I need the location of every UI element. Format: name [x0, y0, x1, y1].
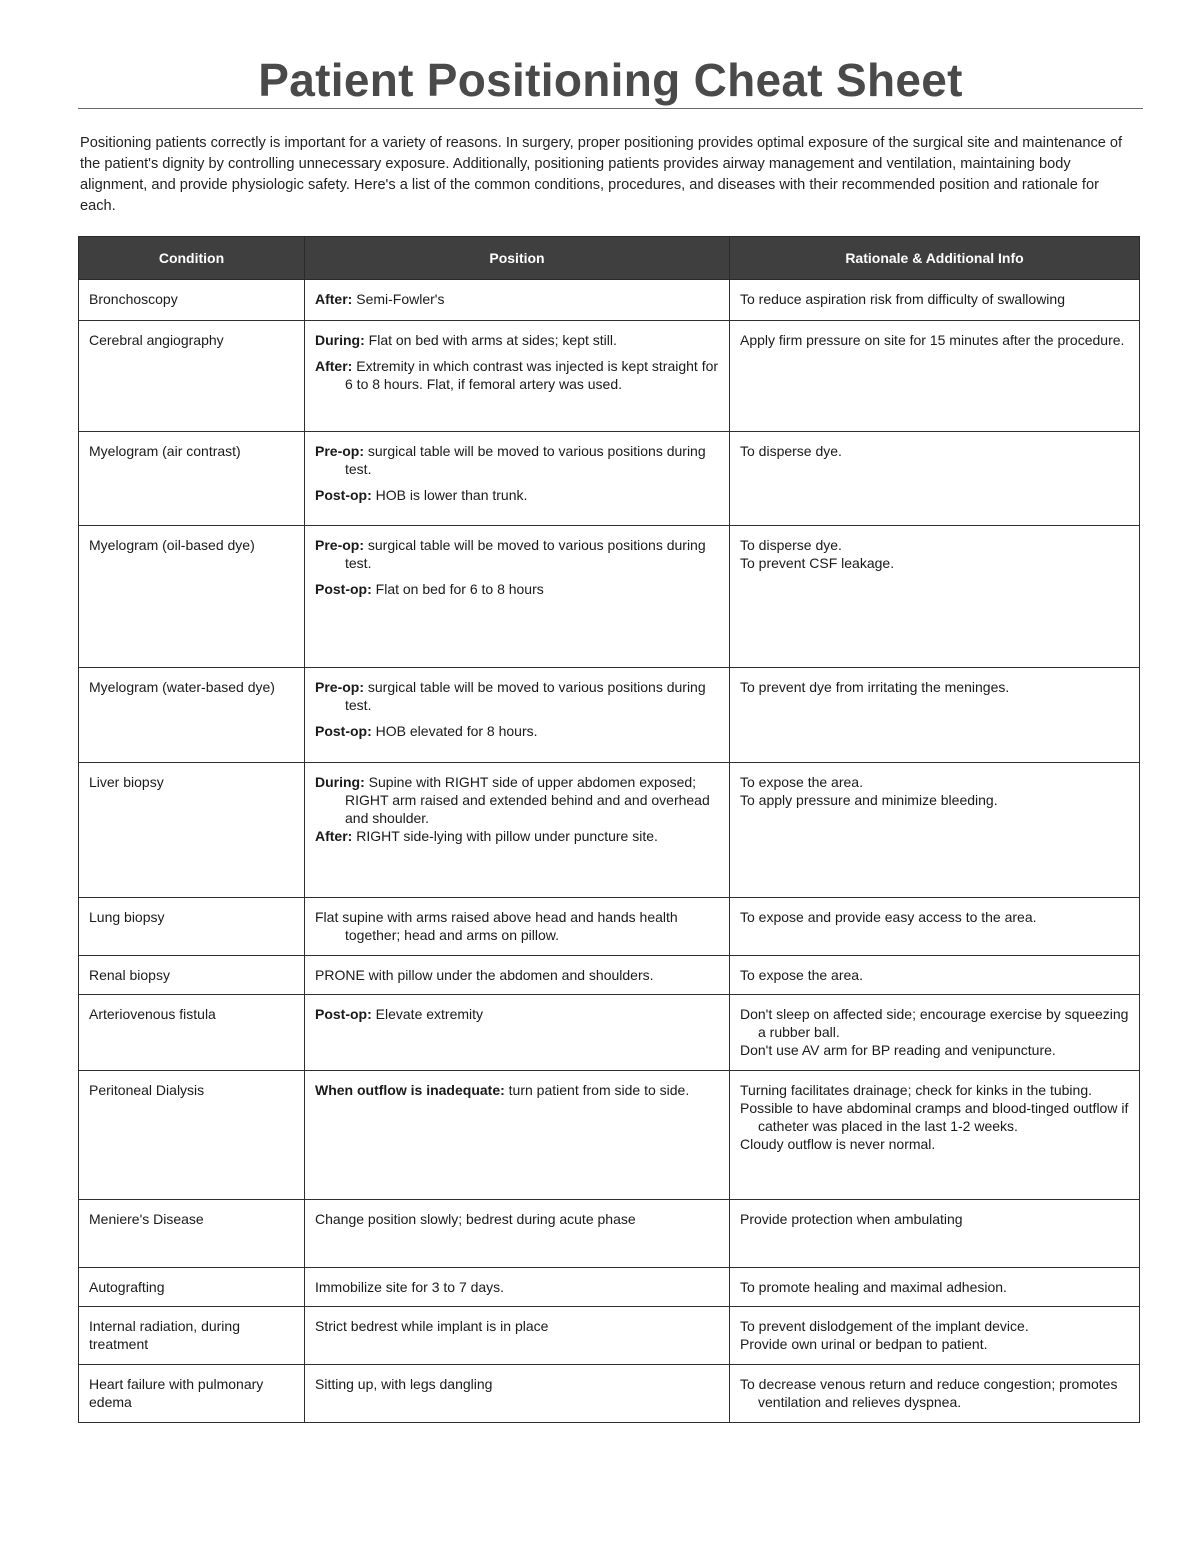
- condition-cell: Renal biopsy: [79, 956, 305, 995]
- rationale-text: To prevent dislodgement of the implant device.: [740, 1318, 1029, 1334]
- condition-cell: Myelogram (oil-based dye): [79, 526, 305, 668]
- rationale-cell: [730, 1365, 1140, 1423]
- position-text: Sitting up, with legs dangling: [315, 1376, 493, 1392]
- position-cell: [305, 1071, 730, 1200]
- condition-cell: Autografting: [79, 1268, 305, 1307]
- position-text: Elevate extremity: [375, 1006, 484, 1022]
- rationale-text: Don't use AV arm for BP reading and venipuncture.: [740, 1042, 1056, 1058]
- rationale-text: To promote healing and maximal adhesion.: [740, 1279, 1007, 1295]
- position-cell: [305, 1307, 730, 1365]
- position-text: Flat on bed for 6 to 8 hours: [375, 581, 544, 597]
- header-position: Position: [305, 237, 730, 280]
- position-cell: [305, 995, 730, 1071]
- table-row: [79, 1268, 1140, 1307]
- position-text: turn patient from side to side.: [508, 1082, 690, 1098]
- rationale-text: Don't sleep on affected side; encourage exercise by squeezing a rubber ball.: [740, 1006, 1129, 1040]
- condition-cell: Internal radiation, during treatment: [79, 1307, 305, 1365]
- position-text: HOB is lower than trunk.: [375, 487, 528, 503]
- page-title: Patient Positioning Cheat Sheet: [258, 54, 963, 106]
- position-cell: [305, 763, 730, 898]
- table-row: [79, 995, 1140, 1071]
- table-row: [79, 280, 1140, 321]
- rationale-cell: [730, 1200, 1140, 1268]
- position-cell: [305, 280, 730, 321]
- position-cell: [305, 898, 730, 956]
- header-condition: Condition: [79, 237, 305, 280]
- rationale-text: Apply firm pressure on site for 15 minutes after the procedure.: [740, 332, 1125, 348]
- condition-cell: Lung biopsy: [79, 898, 305, 956]
- positioning-table: [78, 236, 1140, 1423]
- rationale-text: Cloudy outflow is never normal.: [740, 1136, 936, 1152]
- condition-cell: Cerebral angiography: [79, 321, 305, 432]
- rationale-text: Provide own urinal or bedpan to patient.: [740, 1336, 988, 1352]
- position-label: After:: [315, 828, 353, 844]
- rationale-cell: [730, 898, 1140, 956]
- condition-cell: Myelogram (air contrast): [79, 432, 305, 526]
- table-row: [79, 321, 1140, 432]
- position-text: Supine with RIGHT side of upper abdomen exposed; RIGHT arm raised and extended behind and and overhead and shoulder.: [345, 774, 710, 826]
- rationale-cell: [730, 995, 1140, 1071]
- header-rationale: Rationale & Additional Info: [730, 237, 1140, 280]
- condition-cell: Arteriovenous fistula: [79, 995, 305, 1071]
- rationale-text: To apply pressure and minimize bleeding.: [740, 792, 998, 808]
- rationale-text: To disperse dye.: [740, 537, 842, 553]
- table-row: [79, 1200, 1140, 1268]
- rationale-text: To expose the area.: [740, 967, 863, 983]
- rationale-cell: [730, 321, 1140, 432]
- position-text: Extremity in which contrast was injected is kept straight for 6 to 8 hours. Flat, if femoral artery was used.: [345, 358, 719, 392]
- position-cell: [305, 1200, 730, 1268]
- position-label: After:: [315, 291, 353, 307]
- position-cell: [305, 1268, 730, 1307]
- rationale-cell: [730, 956, 1140, 995]
- position-text: Flat on bed with arms at sides; kept still.: [368, 332, 617, 348]
- rationale-cell: [730, 1071, 1140, 1200]
- position-cell: [305, 668, 730, 763]
- table-row: [79, 668, 1140, 763]
- rationale-text: To disperse dye.: [740, 443, 842, 459]
- condition-cell: Heart failure with pulmonary edema: [79, 1365, 305, 1423]
- rationale-text: To expose the area.: [740, 774, 863, 790]
- condition-cell: Meniere's Disease: [79, 1200, 305, 1268]
- rationale-text: To reduce aspiration risk from difficulty of swallowing: [740, 291, 1065, 307]
- title-divider: [78, 108, 1143, 109]
- rationale-text: Provide protection when ambulating: [740, 1211, 963, 1227]
- intro-paragraph: Positioning patients correctly is important for a variety of reasons. In surgery, proper positioning provides optimal exposure of the surgical site and maintenance of the patient's dignity by controlling unnecessary exposure. Additionally, positioning patients provides airway management and ventilation, maintaining body alignment, and provide physiologic safety. Here's a list of the common conditions, procedures, and diseases with their recommended position and rationale for each.: [80, 135, 1123, 214]
- position-text: HOB elevated for 8 hours.: [375, 723, 538, 739]
- rationale-cell: [730, 1307, 1140, 1365]
- table-row: [79, 526, 1140, 668]
- rationale-cell: [730, 668, 1140, 763]
- rationale-text: To prevent dye from irritating the meninges.: [740, 679, 1010, 695]
- condition-cell: Liver biopsy: [79, 763, 305, 898]
- position-label: Post-op:: [315, 1006, 372, 1022]
- position-label: Pre-op:: [315, 443, 364, 459]
- position-label: Pre-op:: [315, 679, 364, 695]
- table-row: [79, 432, 1140, 526]
- table-row: [79, 1365, 1140, 1423]
- position-label: During:: [315, 332, 365, 348]
- position-text: surgical table will be moved to various positions during test.: [345, 537, 706, 571]
- condition-cell: Bronchoscopy: [79, 280, 305, 321]
- rationale-cell: [730, 432, 1140, 526]
- table-row: [79, 1307, 1140, 1365]
- rationale-text: To expose and provide easy access to the area.: [740, 909, 1037, 925]
- condition-cell: Myelogram (water-based dye): [79, 668, 305, 763]
- position-cell: [305, 956, 730, 995]
- position-text: Flat supine with arms raised above head and hands health together; head and arms on pillow.: [315, 909, 678, 943]
- position-label: Pre-op:: [315, 537, 364, 553]
- table-row: [79, 898, 1140, 956]
- position-cell: [305, 1365, 730, 1423]
- position-label: Post-op:: [315, 487, 372, 503]
- position-text: surgical table will be moved to various positions during test.: [345, 679, 706, 713]
- position-text: Semi-Fowler's: [356, 291, 445, 307]
- position-cell: [305, 526, 730, 668]
- position-label: Post-op:: [315, 581, 372, 597]
- position-label: During:: [315, 774, 365, 790]
- condition-cell: Peritoneal Dialysis: [79, 1071, 305, 1200]
- table-row: [79, 1071, 1140, 1200]
- rationale-cell: [730, 526, 1140, 668]
- rationale-text: To prevent CSF leakage.: [740, 555, 895, 571]
- rationale-text: To decrease venous return and reduce congestion; promotes ventilation and relieves dyspnea.: [740, 1376, 1118, 1410]
- rationale-text: Possible to have abdominal cramps and blood-tinged outflow if catheter was placed in the last 1-2 weeks.: [740, 1100, 1129, 1134]
- rationale-cell: [730, 763, 1140, 898]
- position-text: surgical table will be moved to various positions during test.: [345, 443, 706, 477]
- position-cell: [305, 321, 730, 432]
- rationale-cell: [730, 1268, 1140, 1307]
- position-cell: [305, 432, 730, 526]
- rationale-text: Turning facilitates drainage; check for kinks in the tubing.: [740, 1082, 1093, 1098]
- table-header-row: [79, 237, 1140, 280]
- rationale-cell: [730, 280, 1140, 321]
- position-text: Immobilize site for 3 to 7 days.: [315, 1279, 505, 1295]
- position-label: After:: [315, 358, 353, 374]
- table-row: [79, 763, 1140, 898]
- position-label: When outflow is inadequate:: [315, 1082, 505, 1098]
- position-text: Change position slowly; bedrest during acute phase: [315, 1211, 636, 1227]
- position-label: Post-op:: [315, 723, 372, 739]
- table-row: [79, 956, 1140, 995]
- position-text: RIGHT side-lying with pillow under puncture site.: [356, 828, 658, 844]
- position-text: PRONE with pillow under the abdomen and shoulders.: [315, 967, 654, 983]
- position-text: Strict bedrest while implant is in place: [315, 1318, 549, 1334]
